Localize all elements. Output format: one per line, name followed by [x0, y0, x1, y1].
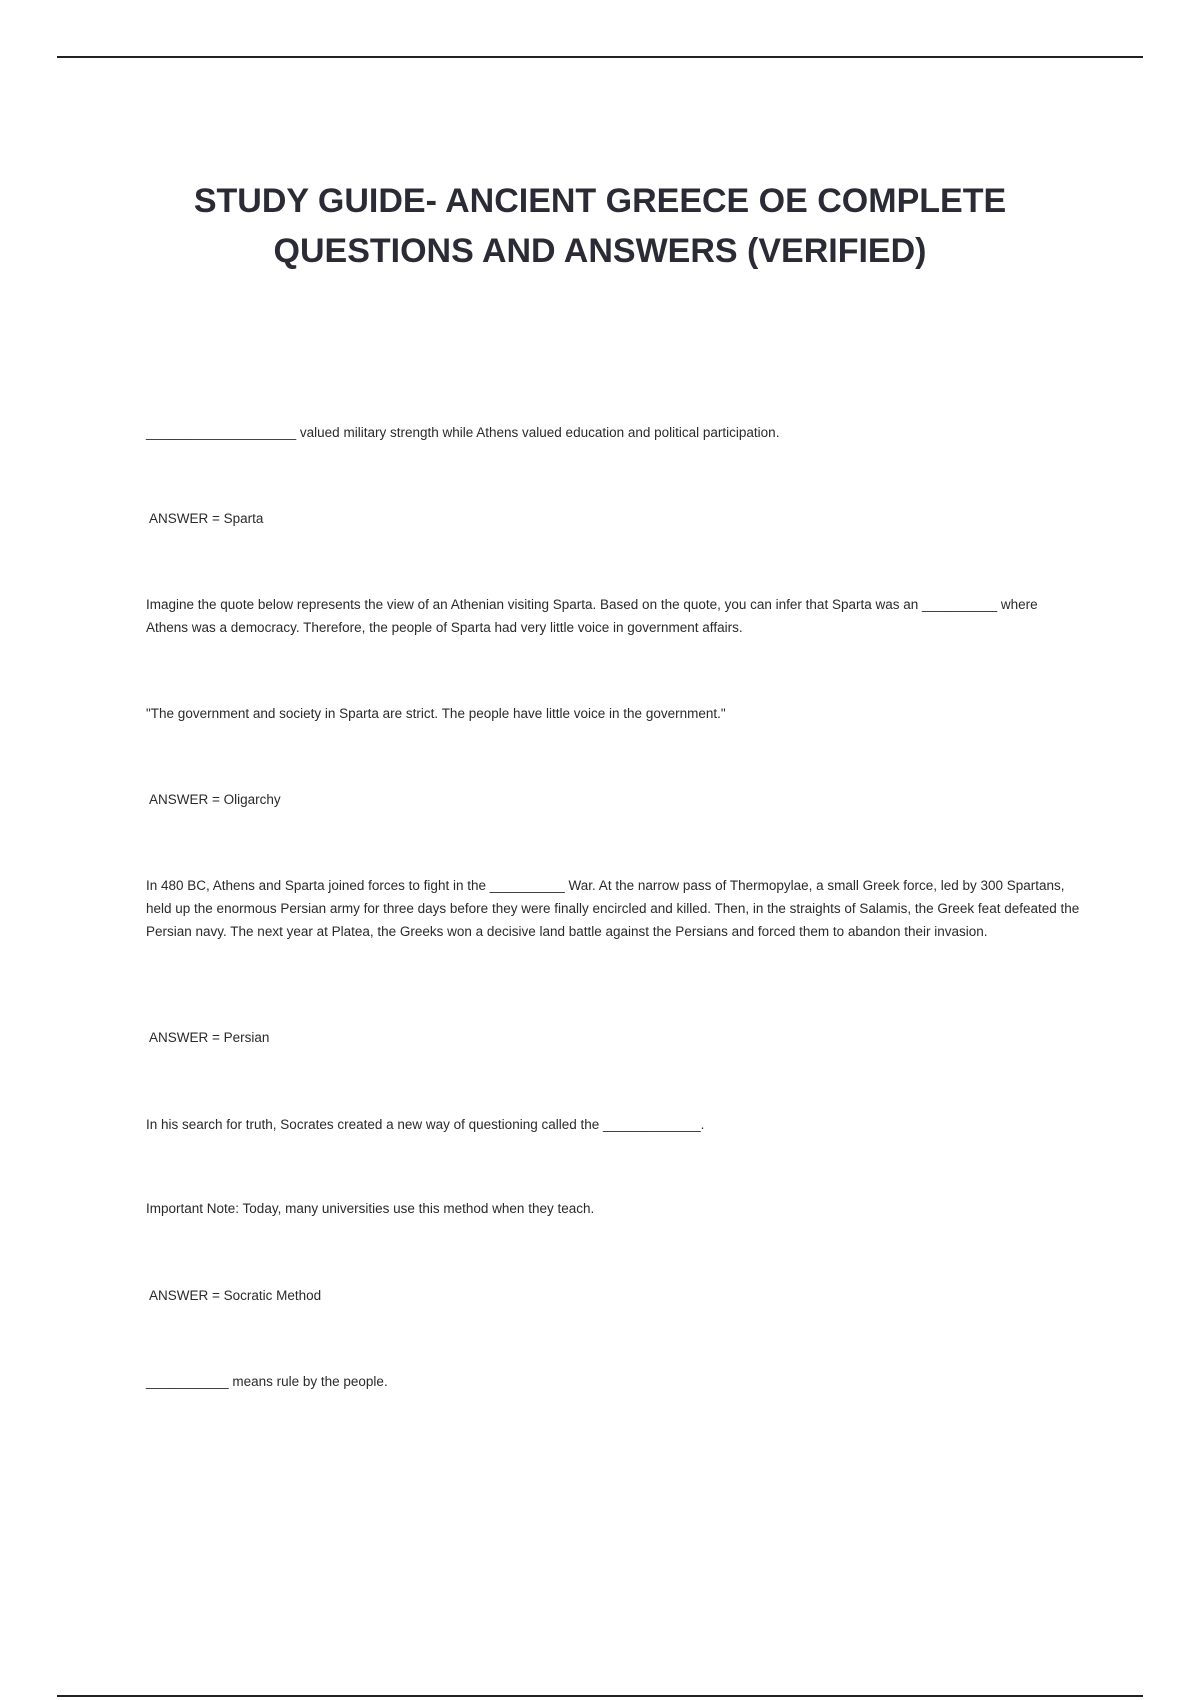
question-3: In 480 BC, Athens and Sparta joined forces to fight in the __________ War. At the narrow pass of Thermopylae, a small Greek force, led by 300 Spartans, held up the enormous Persian army for three days before they were finally encircled and killed. Then, in the straights of Salamis, the Greek feat defeated the Persian navy. The next year at Platea, the Greeks won a decisive land battle against the Persians and forced them to abandon their invasion.: [146, 878, 1080, 939]
question-4-note: Important Note: Today, many universities use this method when they teach.: [146, 1201, 595, 1216]
question-2: Imagine the quote below represents the view of an Athenian visiting Sparta. Based on the quote, you can infer that Sparta was an __________ where Athens was a democracy. Therefore, the people of Sparta had very little voice in government affairs.: [146, 597, 1038, 635]
title-line-1: STUDY GUIDE- ANCIENT GREECE OE COMPLETE: [193, 182, 1007, 220]
top-rule: [57, 56, 1143, 58]
answer-4: ANSWER = Socratic Method: [149, 1288, 322, 1303]
question-4: In his search for truth, Socrates created a new way of questioning called the _____________.: [146, 1117, 705, 1132]
answer-3: ANSWER = Persian: [149, 1030, 270, 1045]
bottom-rule: [57, 1695, 1143, 1697]
question-2-quote: "The government and society in Sparta are strict. The people have little voice in the government.": [146, 706, 726, 721]
answer-1: ANSWER = Sparta: [149, 511, 264, 526]
title-line-2: QUESTIONS AND ANSWERS (VERIFIED): [273, 232, 927, 270]
question-1: ____________________ valued military strength while Athens valued education and political participation.: [146, 425, 780, 440]
question-5: ___________ means rule by the people.: [146, 1374, 388, 1389]
answer-2: ANSWER = Oligarchy: [149, 792, 281, 807]
document-title: [100, 176, 1100, 276]
